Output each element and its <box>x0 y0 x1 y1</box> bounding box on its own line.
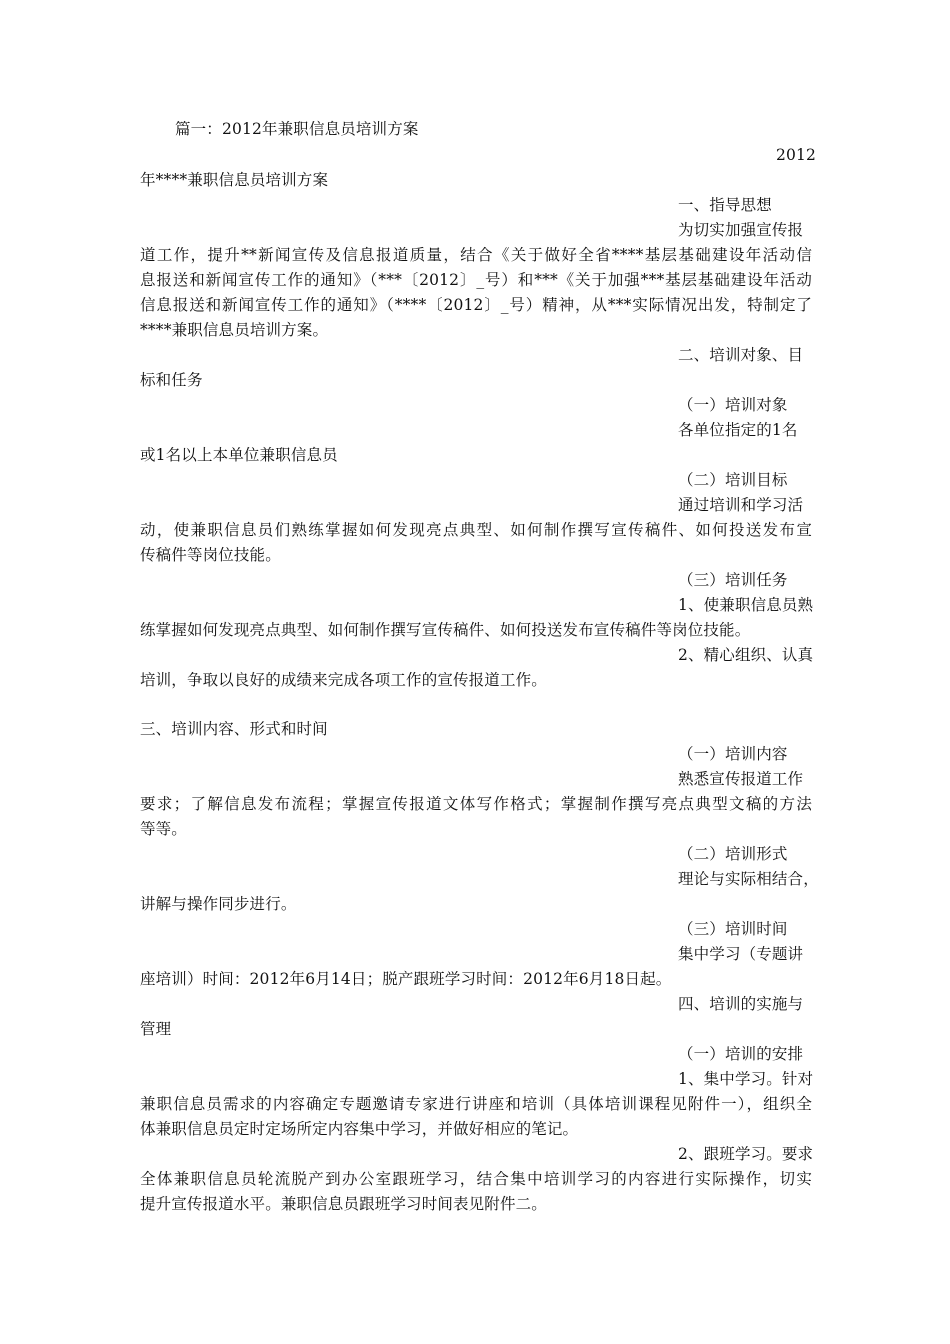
text-line: 为切实加强宣传报 <box>678 221 804 239</box>
text-line: 体兼职信息员定时定场所定内容集中学习，并做好相应的笔记。 <box>140 1120 579 1138</box>
text-line: 传稿件等岗位技能。 <box>140 546 281 564</box>
text-line: 管理 <box>140 1020 172 1038</box>
text-line: 2、跟班学习。要求 <box>678 1145 814 1163</box>
subsection-heading: （一）培训对象 <box>678 396 788 414</box>
text-line: 或1名以上本单位兼职信息员 <box>140 446 338 464</box>
text-line: 通过培训和学习活 <box>678 496 804 514</box>
section-heading: 四、培训的实施与 <box>678 995 804 1013</box>
section-heading: 二、培训对象、目 <box>678 346 804 364</box>
text-line: 信息报送和新闻宣传工作的通知》（****〔2012〕_号）精神，从***实际情况出发，特制定了 <box>140 296 812 314</box>
text-line: 熟悉宣传报道工作 <box>678 770 804 788</box>
text-line: 动，使兼职信息员们熟练掌握如何发现亮点典型、如何制作撰写宣传稿件、如何投送发布宣 <box>140 521 812 539</box>
text-line: 标和任务 <box>140 371 203 389</box>
document-heading: 篇一：2012年兼职信息员培训方案 <box>175 120 419 138</box>
section-heading: 三、培训内容、形式和时间 <box>140 720 328 738</box>
text-line: 1、集中学习。针对 <box>678 1070 814 1088</box>
text-line: 全体兼职信息员轮流脱产到办公室跟班学习，结合集中培训学习的内容进行实际操作，切实 <box>140 1170 812 1188</box>
text-line: 集中学习（专题讲 <box>678 945 804 963</box>
text-line: 2、精心组织、认真 <box>678 646 814 664</box>
text-line: 1、使兼职信息员熟 <box>678 596 814 614</box>
subsection-heading: （三）培训任务 <box>678 571 788 589</box>
text-line: 讲解与操作同步进行。 <box>140 895 297 913</box>
subsection-heading: （一）培训内容 <box>678 745 788 763</box>
text-line: 2012 <box>776 146 817 164</box>
text-line: ****兼职信息员培训方案。 <box>140 321 329 339</box>
text-line: 息报送和新闻宣传工作的通知》（***〔2012〕_号）和***《关于加强***基层基础建设年活动 <box>140 271 812 289</box>
text-line: 理论与实际相结合， <box>678 870 819 888</box>
text-line: 各单位指定的1名 <box>678 421 798 439</box>
text-line: 兼职信息员需求的内容确定专题邀请专家进行讲座和培训（具体培训课程见附件一），组织全 <box>140 1095 812 1113</box>
text-line: 练掌握如何发现亮点典型、如何制作撰写宣传稿件、如何投送发布宣传稿件等岗位技能。 <box>140 621 751 639</box>
subsection-heading: （三）培训时间 <box>678 920 788 938</box>
text-line: 提升宣传报道水平。兼职信息员跟班学习时间表见附件二。 <box>140 1195 547 1213</box>
text-line: 培训，争取以良好的成绩来完成各项工作的宣传报道工作。 <box>140 671 547 689</box>
text-line: 要求；了解信息发布流程；掌握宣传报道文体写作格式；掌握制作撰写亮点典型文稿的方法 <box>140 795 812 813</box>
section-heading: 一、指导思想 <box>678 196 772 214</box>
subsection-heading: （二）培训形式 <box>678 845 788 863</box>
text-line: 等等。 <box>140 820 187 838</box>
subsection-heading: （二）培训目标 <box>678 471 788 489</box>
subsection-heading: （一）培训的安排 <box>678 1045 804 1063</box>
text-line: 年****兼职信息员培训方案 <box>140 171 329 189</box>
text-line: 座培训）时间：2012年6月14日；脱产跟班学习时间：2012年6月18日起。 <box>140 970 672 988</box>
text-line: 道工作，提升**新闻宣传及信息报道质量，结合《关于做好全省****基层基础建设年活动信 <box>140 246 812 264</box>
